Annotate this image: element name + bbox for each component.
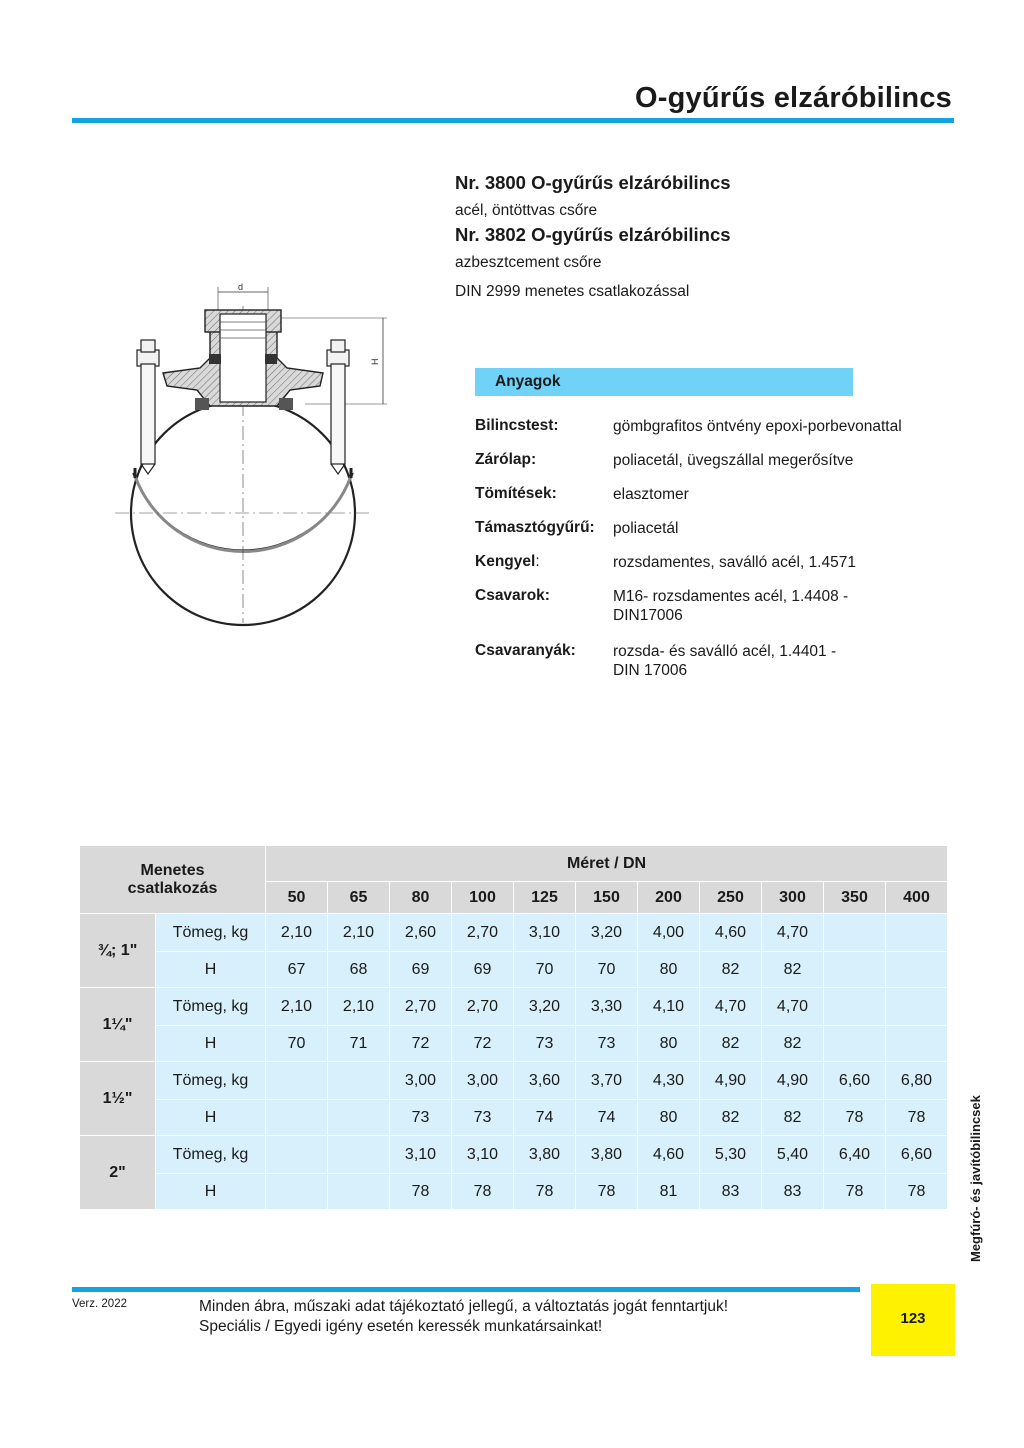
header-size: Méret / DN — [266, 846, 948, 882]
height-value-cell: 78 — [824, 1174, 886, 1210]
weight-value-cell: 3,80 — [514, 1136, 576, 1174]
height-value-cell: 78 — [514, 1174, 576, 1210]
height-value-cell: 73 — [514, 1026, 576, 1062]
materials-header-label: Anyagok — [495, 373, 561, 390]
weight-value-cell — [886, 988, 948, 1026]
material-label: Zárólap: — [475, 451, 537, 468]
height-value-cell: 70 — [514, 952, 576, 988]
material-value — [613, 642, 953, 680]
weight-value-cell: 3,00 — [390, 1062, 452, 1100]
weight-value-cell — [886, 914, 948, 952]
footer-rule — [72, 1287, 860, 1292]
size-header-cell: 350 — [824, 882, 886, 914]
weight-value-cell: 3,20 — [576, 914, 638, 952]
height-value-cell: 69 — [390, 952, 452, 988]
weight-value-cell: 6,60 — [824, 1062, 886, 1100]
weight-value-cell — [266, 1062, 328, 1100]
weight-value-cell: 4,10 — [638, 988, 700, 1026]
height-value-cell: 82 — [700, 1026, 762, 1062]
height-value-cell: 70 — [266, 1026, 328, 1062]
weight-value-cell: 3,10 — [390, 1136, 452, 1174]
material-label: Csavarok: — [475, 587, 550, 604]
height-value-cell: 82 — [762, 952, 824, 988]
height-value-cell — [824, 952, 886, 988]
material-value-line: DIN 17006 — [613, 662, 688, 679]
section-side-label: Megfúró- és javítóbilincsek — [968, 1095, 983, 1262]
table-row — [80, 988, 948, 1026]
weight-value-cell: 4,60 — [638, 1136, 700, 1174]
height-value-cell: 73 — [390, 1100, 452, 1136]
weight-value-cell: 2,60 — [390, 914, 452, 952]
material-value — [613, 587, 953, 625]
height-value-cell: 81 — [638, 1174, 700, 1210]
material-label: Csavaranyák: — [475, 642, 576, 659]
weight-value-cell: 2,70 — [390, 988, 452, 1026]
height-value-cell: 80 — [638, 952, 700, 988]
height-value-cell: 78 — [886, 1100, 948, 1136]
material-label: Bilincstest: — [475, 417, 559, 434]
size-header-cell: 125 — [514, 882, 576, 914]
weight-label-cell: Tömeg, kg — [156, 914, 266, 952]
weight-value-cell: 4,70 — [762, 988, 824, 1026]
thread-size-cell: 1¼" — [80, 988, 156, 1062]
weight-label-cell: Tömeg, kg — [156, 1062, 266, 1100]
weight-value-cell — [824, 914, 886, 952]
height-value-cell — [824, 1026, 886, 1062]
product-name-3802: Nr. 3802 O-gyűrűs elzáróbilincs — [455, 224, 731, 245]
height-value-cell: 67 — [266, 952, 328, 988]
version-label: Verz. 2022 — [72, 1298, 127, 1310]
disclaimer-line-1: Minden ábra, műszaki adat tájékoztató jellegű, a változtatás jogát fenntartjuk! — [199, 1298, 729, 1315]
size-header-cell: 400 — [886, 882, 948, 914]
weight-value-cell: 3,80 — [576, 1136, 638, 1174]
weight-value-cell — [328, 1136, 390, 1174]
height-value-cell: 78 — [452, 1174, 514, 1210]
material-value-line: DIN17006 — [613, 607, 683, 624]
weight-value-cell: 2,10 — [266, 988, 328, 1026]
height-value-cell: 80 — [638, 1100, 700, 1136]
weight-value-cell: 3,20 — [514, 988, 576, 1026]
size-header-cell: 80 — [390, 882, 452, 914]
table-row — [80, 1136, 948, 1174]
height-value-cell: 78 — [824, 1100, 886, 1136]
thread-size-cell: 1½" — [80, 1062, 156, 1136]
height-value-cell: 72 — [452, 1026, 514, 1062]
weight-value-cell: 5,30 — [700, 1136, 762, 1174]
weight-value-cell: 4,30 — [638, 1062, 700, 1100]
weight-value-cell: 4,70 — [700, 988, 762, 1026]
height-value-cell — [328, 1100, 390, 1136]
size-header-cell: 250 — [700, 882, 762, 914]
product-desc-3800: acél, öntöttvas csőre — [455, 202, 598, 219]
size-header-cell: 150 — [576, 882, 638, 914]
weight-value-cell: 6,40 — [824, 1136, 886, 1174]
material-value: poliacetál — [613, 520, 679, 537]
material-label-text: Kengyel — [475, 553, 536, 570]
table-row — [80, 914, 948, 952]
height-label-cell: H — [156, 1026, 266, 1062]
thread-size-cell: 2" — [80, 1136, 156, 1210]
height-value-cell: 82 — [762, 1100, 824, 1136]
weight-value-cell: 3,10 — [514, 914, 576, 952]
weight-value-cell: 3,70 — [576, 1062, 638, 1100]
material-label: Támasztógyűrű: — [475, 519, 595, 536]
material-label-suffix: : — [535, 553, 540, 570]
header-thread-line: csatlakozás — [127, 879, 218, 897]
material-value-line: rozsda- és saválló acél, 1.4401 - — [613, 643, 837, 660]
table-row — [80, 952, 948, 988]
height-value-cell — [266, 1100, 328, 1136]
height-value-cell: 71 — [328, 1026, 390, 1062]
weight-label-cell: Tömeg, kg — [156, 1136, 266, 1174]
material-value: poliacetál, üvegszállal megerősítve — [613, 452, 854, 469]
height-value-cell: 83 — [700, 1174, 762, 1210]
weight-value-cell: 4,90 — [700, 1062, 762, 1100]
header-thread-connection — [80, 846, 266, 914]
height-value-cell: 73 — [452, 1100, 514, 1136]
weight-label-cell: Tömeg, kg — [156, 988, 266, 1026]
page-title: O-gyűrűs elzáróbilincs — [634, 82, 952, 114]
weight-value-cell: 6,60 — [886, 1136, 948, 1174]
weight-value-cell: 3,30 — [576, 988, 638, 1026]
height-value-cell: 74 — [576, 1100, 638, 1136]
weight-value-cell — [266, 1136, 328, 1174]
weight-value-cell: 2,70 — [452, 914, 514, 952]
height-value-cell: 82 — [762, 1026, 824, 1062]
height-value-cell: 69 — [452, 952, 514, 988]
size-header-cell: 300 — [762, 882, 824, 914]
height-value-cell: 70 — [576, 952, 638, 988]
page-number: 123 — [900, 1310, 926, 1327]
weight-value-cell: 3,00 — [452, 1062, 514, 1100]
size-header-cell: 100 — [452, 882, 514, 914]
dimension-d-label: d — [238, 282, 244, 292]
height-value-cell: 82 — [700, 1100, 762, 1136]
height-value-cell — [886, 1026, 948, 1062]
weight-value-cell: 2,10 — [328, 914, 390, 952]
thread-size-cell: ¾; 1" — [80, 914, 156, 988]
height-value-cell: 78 — [390, 1174, 452, 1210]
weight-value-cell: 3,10 — [452, 1136, 514, 1174]
materials-header — [475, 368, 853, 396]
height-label-cell: H — [156, 1100, 266, 1136]
height-label-cell: H — [156, 1174, 266, 1210]
weight-value-cell: 2,70 — [452, 988, 514, 1026]
weight-value-cell: 4,00 — [638, 914, 700, 952]
material-value: rozsdamentes, saválló acél, 1.4571 — [613, 554, 856, 571]
product-name-3800: Nr. 3800 O-gyűrűs elzáróbilincs — [455, 172, 731, 193]
product-desc-3802: azbesztcement csőre — [455, 254, 602, 271]
page-number-box — [871, 1284, 955, 1356]
table-row — [80, 1026, 948, 1062]
height-value-cell — [266, 1174, 328, 1210]
connection-note: DIN 2999 menetes csatlakozással — [455, 283, 690, 300]
height-label-cell: H — [156, 952, 266, 988]
height-value-cell: 78 — [576, 1174, 638, 1210]
height-value-cell: 83 — [762, 1174, 824, 1210]
weight-value-cell: 4,70 — [762, 914, 824, 952]
material-label: Tömítések: — [475, 485, 557, 502]
weight-value-cell: 6,80 — [886, 1062, 948, 1100]
size-header-cell: 65 — [328, 882, 390, 914]
weight-value-cell: 2,10 — [266, 914, 328, 952]
weight-value-cell — [824, 988, 886, 1026]
table-row — [80, 1174, 948, 1210]
material-value: elasztomer — [613, 486, 689, 503]
size-header-cell: 200 — [638, 882, 700, 914]
material-value: gömbgrafitos öntvény epoxi-porbevonattal — [613, 418, 902, 435]
height-value-cell — [886, 952, 948, 988]
dimension-h-label: H — [370, 358, 380, 365]
height-value-cell: 68 — [328, 952, 390, 988]
header-thread-line: Menetes — [140, 861, 205, 879]
height-value-cell: 82 — [700, 952, 762, 988]
height-value-cell: 74 — [514, 1100, 576, 1136]
material-value-line: M16- rozsdamentes acél, 1.4408 - — [613, 588, 849, 605]
weight-value-cell: 5,40 — [762, 1136, 824, 1174]
height-value-cell: 72 — [390, 1026, 452, 1062]
disclaimer-line-2: Speciális / Egyedi igény esetén keressék munkatársainkat! — [199, 1318, 603, 1335]
height-value-cell: 73 — [576, 1026, 638, 1062]
height-value-cell: 78 — [886, 1174, 948, 1210]
table-row — [80, 1100, 948, 1136]
table-row — [80, 1062, 948, 1100]
material-label — [475, 553, 615, 571]
weight-value-cell — [328, 1062, 390, 1100]
height-value-cell — [328, 1174, 390, 1210]
size-header-cell: 50 — [266, 882, 328, 914]
height-value-cell: 80 — [638, 1026, 700, 1062]
weight-value-cell: 2,10 — [328, 988, 390, 1026]
weight-value-cell: 4,60 — [700, 914, 762, 952]
header-rule — [72, 118, 954, 123]
weight-value-cell: 3,60 — [514, 1062, 576, 1100]
dimensions-table — [79, 845, 948, 1210]
weight-value-cell: 4,90 — [762, 1062, 824, 1100]
clamp-technical-drawing — [105, 278, 405, 628]
